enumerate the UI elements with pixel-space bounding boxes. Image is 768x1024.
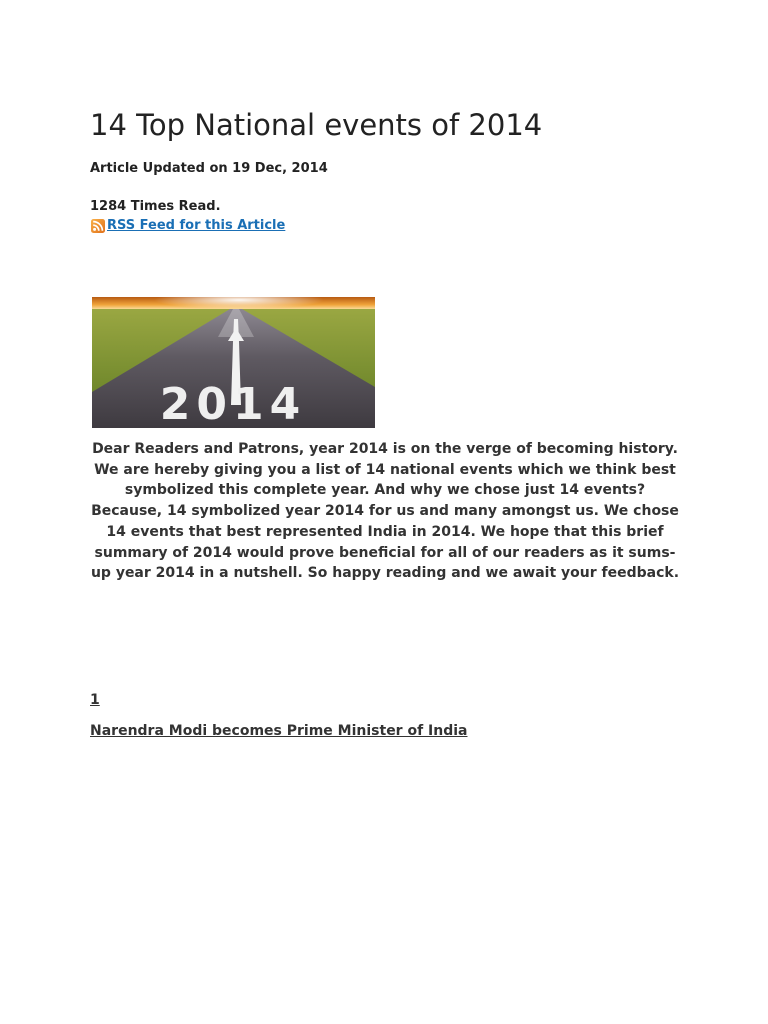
rss-feed-row[interactable] (91, 218, 285, 233)
image-year-text: 2014 (159, 379, 307, 428)
event-number: 1 (90, 692, 100, 708)
article-title: 14 Top National events of 2014 (90, 108, 543, 142)
rss-feed-icon (91, 219, 105, 233)
read-count: 1284 Times Read. (90, 199, 221, 214)
year-2014-road-image (92, 297, 375, 428)
article-updated-date: Article Updated on 19 Dec, 2014 (90, 161, 328, 176)
rss-feed-link[interactable]: RSS Feed for this Article (107, 218, 286, 233)
event-heading[interactable]: Narendra Modi becomes Prime Minister of India (90, 723, 468, 739)
intro-paragraph: Dear Readers and Patrons, year 2014 is on the verge of becoming history. We are hereby giving you a list of 14 national events which we think best symbolized this complete year. And why we chose just 14 events? Because, 14 symbolized year 2014 for us and many amongst us. We chose 14 events that best represented India in 2014. We hope that this brief summary of 2014 would prove beneficial for all of our readers as it sums-up year 2014 in a nutshell. So happy reading and we await your feedback. (90, 441, 680, 582)
